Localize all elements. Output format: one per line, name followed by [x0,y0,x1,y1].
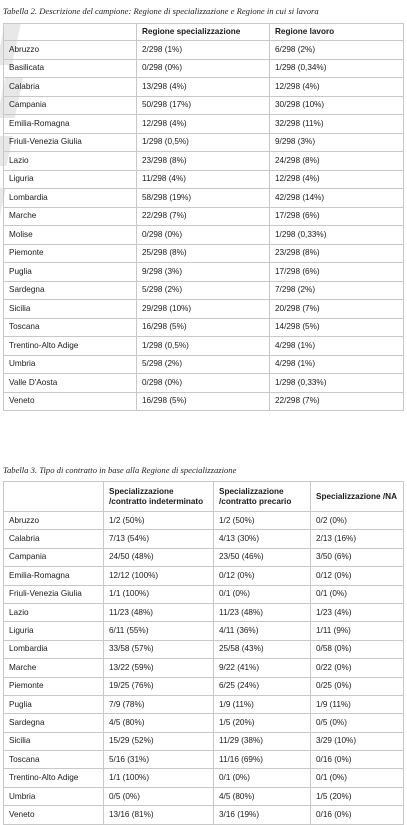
value-cell: 0/12 (0%) [214,567,311,585]
table-row [4,548,404,566]
value-cell: 13/22 (59%) [104,659,214,677]
table-row [4,189,404,208]
region-cell: Sardegna [4,714,104,732]
region-cell: Friuli-Venezia Giulia [4,585,104,603]
table-row [4,530,404,548]
region-cell: Marche [4,659,104,677]
value-cell: 1/298 (0,34%) [270,59,404,78]
value-cell: 9/22 (41%) [214,659,311,677]
value-cell: 0/16 (0%) [311,806,404,824]
region-cell: Puglia [4,263,137,282]
value-cell: 4/298 (1%) [270,355,404,374]
value-cell: 1/2 (50%) [214,512,311,530]
value-cell: 30/298 (10%) [270,96,404,115]
value-cell: 2/298 (1%) [137,41,270,60]
value-cell: 6/11 (55%) [104,622,214,640]
region-cell: Sicilia [4,732,104,750]
value-cell: 1/5 (20%) [311,787,404,805]
table-row [4,318,404,337]
value-cell: 42/298 (14%) [270,189,404,208]
value-cell: 4/13 (30%) [214,530,311,548]
table2-caption: Tabella 2. Descrizione del campione: Regione di specializzazione e Regione in cui si lavora [3,6,319,16]
value-cell: 19/25 (76%) [104,677,214,695]
value-cell: 0/298 (0%) [137,226,270,245]
region-cell: Liguria [4,170,137,189]
value-cell: 11/16 (69%) [214,751,311,769]
value-cell: 0/1 (0%) [214,769,311,787]
table-row [4,732,404,750]
value-cell: 3/16 (19%) [214,806,311,824]
value-cell: 0/58 (0%) [311,640,404,658]
table2-region-sample [3,23,404,411]
value-cell: 1/1 (100%) [104,585,214,603]
value-cell: 1/298 (0,5%) [137,337,270,356]
value-cell: 22/298 (7%) [137,207,270,226]
value-cell: 16/298 (5%) [137,392,270,411]
table-row [4,263,404,282]
value-cell: 1/5 (20%) [214,714,311,732]
value-cell: 11/23 (48%) [104,603,214,621]
value-cell: 1/298 (0,33%) [270,374,404,393]
value-cell: 17/298 (6%) [270,263,404,282]
value-cell: 13/16 (81%) [104,806,214,824]
value-cell: 29/298 (10%) [137,300,270,319]
region-cell: Calabria [4,530,104,548]
region-cell: Toscana [4,318,137,337]
value-cell: 3/50 (6%) [311,548,404,566]
value-cell: 7/13 (54%) [104,530,214,548]
region-cell: Emilia-Romagna [4,115,137,134]
region-cell: Lombardia [4,189,137,208]
value-cell: 7/9 (78%) [104,695,214,713]
value-cell: 9/298 (3%) [270,133,404,152]
region-cell: Liguria [4,622,104,640]
value-cell: 1/23 (4%) [311,603,404,621]
table2-body [4,41,404,411]
table-row [4,96,404,115]
table-row [4,640,404,658]
table-row [4,567,404,585]
table-row [4,512,404,530]
region-cell: Piemonte [4,677,104,695]
region-cell: Trentino-Alto Adige [4,769,104,787]
table-row [4,677,404,695]
region-cell: Friuli-Venezia Giulia [4,133,137,152]
region-cell: Piemonte [4,244,137,263]
table-row [4,374,404,393]
value-cell: 12/298 (4%) [270,170,404,189]
value-cell: 24/50 (48%) [104,548,214,566]
region-cell: Veneto [4,392,137,411]
region-cell: Valle D'Aosta [4,374,137,393]
region-cell: Sardegna [4,281,137,300]
value-cell: 0/1 (0%) [214,585,311,603]
region-cell: Lazio [4,152,137,171]
value-cell: 0/1 (0%) [311,585,404,603]
value-cell: 4/5 (80%) [214,787,311,805]
value-cell: 11/29 (38%) [214,732,311,750]
value-cell: 1/2 (50%) [104,512,214,530]
value-cell: 1/9 (11%) [311,695,404,713]
region-cell: Toscana [4,751,104,769]
table-row [4,659,404,677]
region-cell: Abruzzo [4,41,137,60]
value-cell: 1/298 (0,33%) [270,226,404,245]
table-row [4,585,404,603]
value-cell: 25/298 (8%) [137,244,270,263]
table3-header-row [4,482,404,512]
value-cell: 33/58 (57%) [104,640,214,658]
table-row [4,603,404,621]
value-cell: 1/1 (100%) [104,769,214,787]
value-cell: 11/23 (48%) [214,603,311,621]
value-cell: 6/25 (24%) [214,677,311,695]
value-cell: 5/298 (2%) [137,355,270,374]
table-row [4,59,404,78]
table2-header-1: Regione specializzazione [137,24,270,41]
region-cell: Veneto [4,806,104,824]
value-cell: 58/298 (19%) [137,189,270,208]
value-cell: 4/5 (80%) [104,714,214,732]
value-cell: 17/298 (6%) [270,207,404,226]
table3-contract-type [3,481,404,825]
value-cell: 14/298 (5%) [270,318,404,337]
region-cell: Puglia [4,695,104,713]
region-cell: Umbria [4,355,137,374]
table-row [4,244,404,263]
value-cell: 23/50 (46%) [214,548,311,566]
value-cell: 0/298 (0%) [137,59,270,78]
value-cell: 0/298 (0%) [137,374,270,393]
table-row [4,695,404,713]
table3-header-0 [4,482,104,512]
value-cell: 4/11 (36%) [214,622,311,640]
value-cell: 23/298 (8%) [270,244,404,263]
value-cell: 0/5 (0%) [104,787,214,805]
value-cell: 12/298 (4%) [270,78,404,97]
value-cell: 13/298 (4%) [137,78,270,97]
region-cell: Marche [4,207,137,226]
table-row [4,787,404,805]
region-cell: Abruzzo [4,512,104,530]
region-cell: Sicilia [4,300,137,319]
table-row [4,392,404,411]
region-cell: Calabria [4,78,137,97]
table2-header-2: Regione lavoro [270,24,404,41]
value-cell: 12/12 (100%) [104,567,214,585]
value-cell: 20/298 (7%) [270,300,404,319]
value-cell: 50/298 (17%) [137,96,270,115]
value-cell: 1/9 (11%) [214,695,311,713]
table-row [4,152,404,171]
value-cell: 12/298 (4%) [137,115,270,134]
table3-body [4,512,404,825]
value-cell: 16/298 (5%) [137,318,270,337]
table-row [4,806,404,824]
region-cell: Trentino-Alto Adige [4,337,137,356]
value-cell: 32/298 (11%) [270,115,404,134]
region-cell: Emilia-Romagna [4,567,104,585]
region-cell: Campania [4,548,104,566]
value-cell: 23/298 (8%) [137,152,270,171]
table3-header-2: Specializzazione /contratto precario [214,482,311,512]
value-cell: 5/16 (31%) [104,751,214,769]
table2-header-0 [4,24,137,41]
value-cell: 15/29 (52%) [104,732,214,750]
value-cell: 22/298 (7%) [270,392,404,411]
table-row [4,337,404,356]
region-cell: Lombardia [4,640,104,658]
table-row [4,622,404,640]
table-row [4,751,404,769]
value-cell: 9/298 (3%) [137,263,270,282]
table2-header-row [4,24,404,41]
value-cell: 1/11 (9%) [311,622,404,640]
table3-header-1: Specializzazione /contratto indeterminato [104,482,214,512]
value-cell: 0/1 (0%) [311,769,404,787]
table3-caption: Tabella 3. Tipo di contratto in base alla Regione di specializzazione [3,465,237,475]
value-cell: 1/298 (0,5%) [137,133,270,152]
value-cell: 25/58 (43%) [214,640,311,658]
table-row [4,226,404,245]
table-row [4,207,404,226]
value-cell: 0/16 (0%) [311,751,404,769]
table-row [4,133,404,152]
table-row [4,300,404,319]
value-cell: 3/29 (10%) [311,732,404,750]
table-row [4,78,404,97]
table3-header-3: Specializzazione /NA [311,482,404,512]
value-cell: 7/298 (2%) [270,281,404,300]
value-cell: 2/13 (16%) [311,530,404,548]
value-cell: 4/298 (1%) [270,337,404,356]
value-cell: 0/5 (0%) [311,714,404,732]
table-row [4,115,404,134]
value-cell: 11/298 (4%) [137,170,270,189]
region-cell: Basilicata [4,59,137,78]
table-row [4,355,404,374]
table-row [4,769,404,787]
table-row [4,170,404,189]
value-cell: 24/298 (8%) [270,152,404,171]
value-cell: 0/12 (0%) [311,567,404,585]
table-row [4,41,404,60]
value-cell: 5/298 (2%) [137,281,270,300]
region-cell: Lazio [4,603,104,621]
value-cell: 0/22 (0%) [311,659,404,677]
region-cell: Umbria [4,787,104,805]
table-row [4,714,404,732]
table-row [4,281,404,300]
region-cell: Campania [4,96,137,115]
region-cell: Molise [4,226,137,245]
value-cell: 0/25 (0%) [311,677,404,695]
value-cell: 6/298 (2%) [270,41,404,60]
value-cell: 0/2 (0%) [311,512,404,530]
